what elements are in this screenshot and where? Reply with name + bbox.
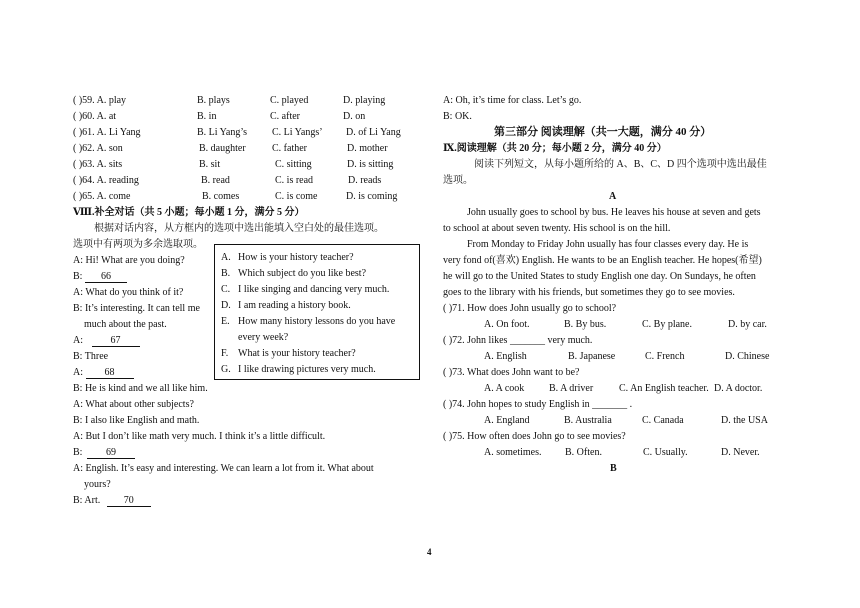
option-letter: E. [221,316,230,327]
dialogue-line: B: He is kind and we all like him. [73,383,208,394]
option-letter: A. [221,252,231,263]
question-71: ( )71. How does John usually go to school? [443,303,617,314]
q-opt-b: B. Australia [564,415,612,426]
mc-num: ( )65. A. come [73,191,131,202]
mc-opt-b: B. daughter [199,143,246,154]
passage-b-label: B [610,463,617,474]
mc-num: ( )63. A. sits [73,159,123,170]
mc-opt-b: B. in [197,111,217,122]
blank-69: 69 [87,447,135,459]
speaker-label: A: [73,367,83,378]
q-opt-b: B. A driver [549,383,594,394]
mc-num: ( )64. A. reading [73,175,139,186]
section9-instruction: 阅读下列短文，从每小题所给的 A、B、C、D 四个选项中选出最佳 [474,159,767,170]
dialogue-line [73,270,127,283]
mc-opt-b: B. Li Yang’s [197,127,248,138]
dialogue-line: B: OK. [443,111,472,122]
q-opt-d: D. by car. [728,319,767,330]
q-opt-d: D. the USA [721,415,768,426]
mc-opt-d: D. mother [347,143,388,154]
mc-opt-b: B. sit [199,159,221,170]
dialogue-line [73,494,151,507]
question-74: ( )74. John hopes to study English in _______ . [443,399,633,410]
speaker-label: B: [73,271,83,282]
q-opt-a: A. England [484,415,530,426]
mc-opt-c: C. is come [275,191,318,202]
mc-num: ( )60. A. at [73,111,117,122]
option-text: every week? [238,332,289,343]
blank-66: 66 [85,271,127,283]
mc-opt-c: C. father [272,143,307,154]
page-number: 4 [427,547,432,557]
passage-line: to school at about seven twenty. His school is on the hill. [443,223,671,234]
dialogue-line: A: What do you think of it? [73,287,184,298]
dialogue-line [73,446,135,459]
mc-num: ( )59. A. play [73,95,127,106]
q-opt-c: C. By plane. [642,319,692,330]
part3-title: 第三部分 阅读理解（共一大题，满分 40 分） [494,126,712,138]
speaker-label: B: Art. [73,495,101,506]
dialogue-line: A: What about other subjects? [73,399,194,410]
blank-68: 68 [86,367,134,379]
mc-opt-d: D. on [343,111,366,122]
option-letter: C. [221,284,231,295]
mc-opt-c: C. after [270,111,300,122]
section8-instruction: 根据对话内容，从方框内的选项中选出能填入空白处的最佳选项。 [94,223,384,234]
mc-opt-d: D. is coming [346,191,398,202]
option-text: How many history lessons do you have [238,316,396,327]
dialogue-line: A: English. It’s easy and interesting. We can learn a lot from it. What about [73,463,374,474]
blank-70: 70 [107,495,151,507]
q-opt-c: C. French [645,351,685,362]
passage-line: very fond of(喜欢) English. He wants to be an English teacher. He hopes(希望) [443,255,762,266]
option-text: I am reading a history book. [238,300,351,311]
mc-opt-b: B. read [201,175,230,186]
section8-title: Ⅷ.补全对话（共 5 小题；每小题 1 分，满分 5 分） [73,207,305,218]
mc-opt-b: B. comes [202,191,240,202]
passage-line: goes to the library with his friends, but sometimes they go to see movies. [443,287,735,298]
mc-opt-c: C. Li Yangs’ [272,127,323,138]
option-text: What is your history teacher? [238,348,356,359]
dialogue-line: yours? [84,479,111,490]
dialogue-line [73,334,140,347]
dialogue-line: A: But I don’t like math very much. I think it’s a little difficult. [73,431,326,442]
q-opt-b: B. By bus. [564,319,607,330]
option-letter: B. [221,268,231,279]
question-73: ( )73. What does John want to be? [443,367,580,378]
dialogue-line: much about the past. [84,319,167,330]
option-text: I like drawing pictures very much. [238,364,376,375]
mc-opt-d: D. reads [348,175,382,186]
mc-num: ( )61. A. Li Yang [73,127,141,138]
mc-opt-d: D. playing [343,95,386,106]
mc-num: ( )62. A. son [73,143,123,154]
question-75: ( )75. How often does John go to see movies? [443,431,626,442]
q-opt-b: B. Often. [565,447,602,458]
dialogue-line: B: I also like English and math. [73,415,200,426]
mc-opt-b: B. plays [197,95,230,106]
passage-a-label: A [609,191,617,202]
blank-67: 67 [92,335,140,347]
mc-opt-d: D. of Li Yang [346,127,401,138]
q-opt-d: D. Chinese [725,351,770,362]
mc-opt-c: C. is read [275,175,314,186]
option-text: I like singing and dancing very much. [238,284,390,295]
passage-line: he will go to the United States to study English one day. On Sundays, he often [443,271,756,282]
q-opt-d: D. A doctor. [714,383,763,394]
q-opt-c: C. Canada [642,415,684,426]
dialogue-line: A: Oh, it’s time for class. Let’s go. [443,95,582,106]
option-letter: F. [221,348,229,359]
dialogue-line [73,366,134,379]
dialogue-line: B: It’s interesting. It can tell me [73,303,200,314]
speaker-label: B: [73,447,83,458]
speaker-label: A: [73,335,83,346]
option-box [214,244,420,380]
section9-instruction-2: 选项。 [443,175,473,186]
q-opt-a: A. On foot. [484,319,530,330]
section8-instruction-2: 选项中有两项为多余选取项。 [73,239,203,250]
q-opt-a: A. A cook [484,383,525,394]
q-opt-d: D. Never. [721,447,760,458]
question-72: ( )72. John likes _______ very much. [443,335,593,346]
dialogue-line: B: Three [73,351,109,362]
mc-opt-d: D. is sitting [347,159,394,170]
passage-line: John usually goes to school by bus. He leaves his house at seven and gets [467,207,761,218]
q-opt-a: A. English [484,351,527,362]
q-opt-b: B. Japanese [568,351,616,362]
section9-title: Ⅸ.阅读理解（共 20 分；每小题 2 分，满分 40 分） [443,143,667,154]
q-opt-a: A. sometimes. [484,447,542,458]
q-opt-c: C. Usually. [643,447,688,458]
passage-line: From Monday to Friday John usually has four classes every day. He is [467,239,749,250]
option-text: Which subject do you like best? [238,268,367,279]
option-text: How is your history teacher? [238,252,354,263]
dialogue-line: A: Hi! What are you doing? [73,255,185,266]
option-letter: G. [221,364,231,375]
q-opt-c: C. An English teacher. [619,383,709,394]
mc-opt-c: C. played [270,95,309,106]
mc-opt-c: C. sitting [275,159,312,170]
option-letter: D. [221,300,231,311]
